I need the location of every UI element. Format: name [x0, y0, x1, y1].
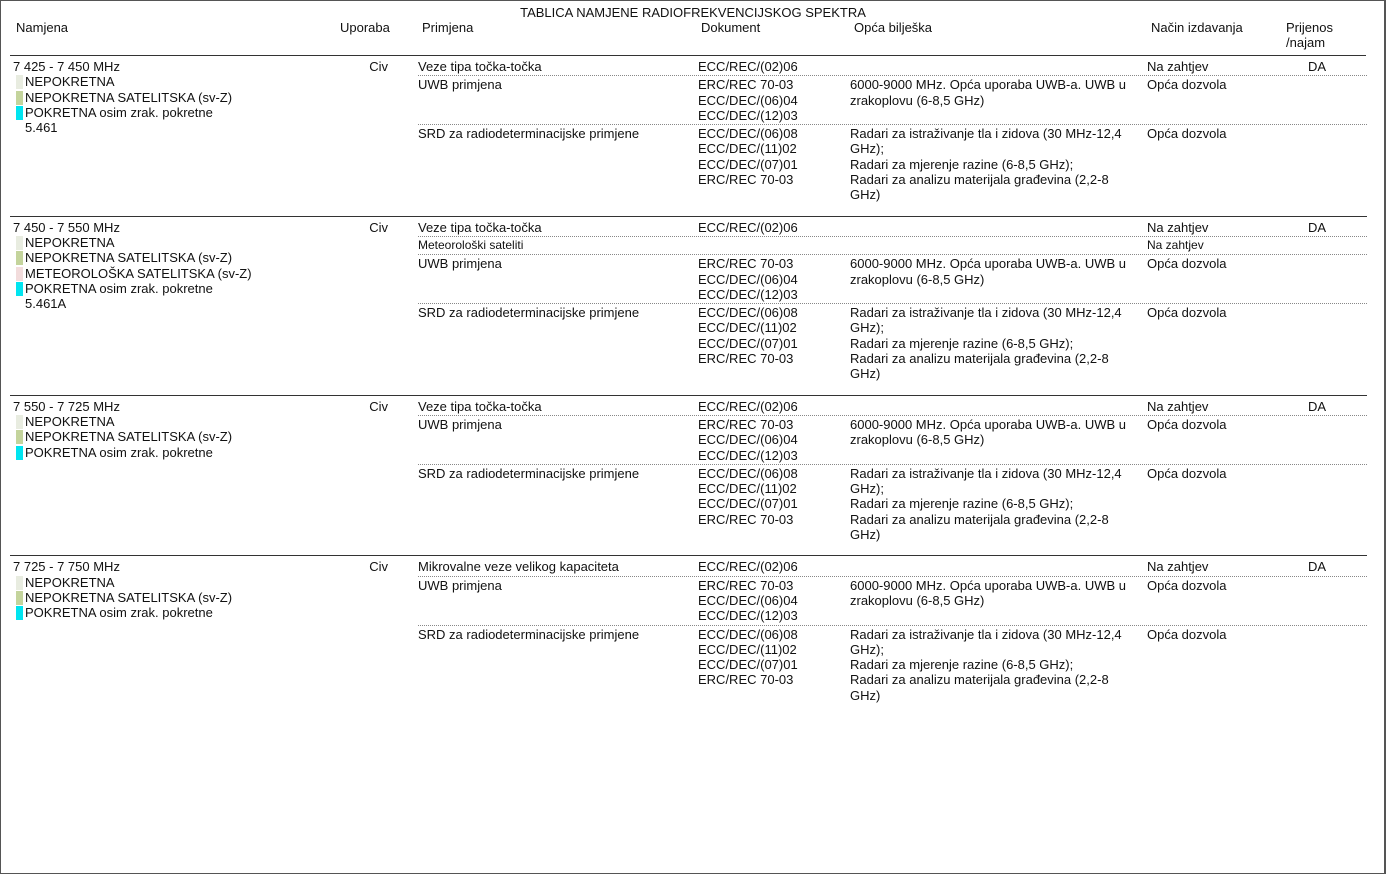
- note-line: 6000-9000 MHz. Opća uporaba UWB-a. UWB u: [850, 577, 1127, 593]
- biljeska-cell: [850, 220, 1147, 235]
- service-item: [13, 235, 343, 250]
- service-color-swatch: [16, 91, 23, 105]
- dokument-cell: [698, 466, 850, 542]
- application-rows: [418, 559, 1367, 704]
- document-ref: ERC/REC 70-03: [698, 511, 794, 527]
- document-ref: ERC/REC 70-03: [698, 416, 794, 432]
- note-line: GHz);: [850, 481, 884, 497]
- note-line: Radari za analizu materijala građevina (2,2-8: [850, 351, 1109, 367]
- primjena-cell: Veze tipa točka-točka: [418, 219, 542, 235]
- note-line: GHz): [850, 687, 881, 703]
- note-line: Radari za analizu materijala građevina (2,2-8: [850, 672, 1109, 688]
- document-ref: ERC/REC 70-03: [698, 172, 794, 188]
- application-row: [418, 256, 1367, 304]
- note-line: GHz): [850, 187, 881, 203]
- prijenos-cell: [1287, 417, 1347, 463]
- service-name: NEPOKRETNA SATELITSKA (sv-Z): [25, 89, 233, 105]
- application-row: [418, 59, 1367, 76]
- application-row: [418, 399, 1367, 416]
- service-color-swatch: [16, 282, 23, 296]
- application-row: [418, 238, 1367, 255]
- service-item: [13, 250, 343, 265]
- primjena-cell: SRD za radiodeterminacijske primjene: [418, 626, 640, 642]
- table-title: TABLICA NAMJENE RADIOFREKVENCIJSKOG SPEKTRA: [520, 5, 866, 20]
- document-ref: ERC/REC 70-03: [698, 77, 794, 93]
- dokument-cell: [698, 399, 850, 414]
- service-color-swatch: [16, 576, 23, 590]
- dokument-cell: [698, 627, 850, 703]
- dokument-cell: [698, 559, 850, 574]
- nacin-cell: Opća dozvola: [1147, 465, 1227, 481]
- primjena-cell: Veze tipa točka-točka: [418, 59, 542, 74]
- service-item: [13, 429, 343, 444]
- document-ref: ECC/REC/(02)06: [698, 59, 798, 74]
- prijenos-cell: [1287, 77, 1347, 123]
- note-line: zrakoplovu (6-8,5 GHz): [850, 92, 985, 108]
- document-ref: ECC/DEC/(11)02: [698, 320, 797, 336]
- application-rows: [418, 399, 1367, 544]
- nacin-cell: Opća dozvola: [1147, 416, 1227, 432]
- application-row: [418, 627, 1367, 704]
- note-line: GHz);: [850, 641, 884, 657]
- application-row: [418, 220, 1367, 237]
- note-line: Radari za mjerenje razine (6-8,5 GHz);: [850, 156, 1074, 172]
- service-name: NEPOKRETNA SATELITSKA (sv-Z): [25, 250, 233, 266]
- document-ref: ECC/REC/(02)06: [698, 398, 798, 414]
- dokument-cell: [698, 578, 850, 624]
- prijenos-cell: [1287, 126, 1347, 202]
- dokument-cell: [698, 256, 850, 302]
- note-line: GHz);: [850, 141, 884, 157]
- note-line: zrakoplovu (6-8,5 GHz): [850, 432, 985, 448]
- biljeska-cell: [850, 256, 1147, 302]
- service-color-swatch: [16, 415, 23, 429]
- primjena-cell: SRD za radiodeterminacijske primjene: [418, 465, 640, 481]
- header-nacin: Način izdavanja: [1151, 20, 1243, 35]
- band-allocation: [13, 559, 343, 620]
- note-line: 6000-9000 MHz. Opća uporaba UWB-a. UWB u: [850, 416, 1127, 432]
- service-item: [13, 105, 343, 120]
- service-item: [13, 575, 343, 590]
- service-color-swatch: [16, 106, 23, 120]
- bands-table: [10, 56, 1367, 716]
- header-prijenos-line2: /najam: [1286, 35, 1326, 51]
- note-line: Radari za analizu materijala građevina (2,2-8: [850, 172, 1109, 188]
- band-range: 7 550 - 7 725 MHz: [13, 398, 120, 414]
- primjena-cell: UWB primjena: [418, 577, 502, 593]
- note-line: Radari za mjerenje razine (6-8,5 GHz);: [850, 496, 1074, 512]
- prijenos-cell: DA: [1307, 559, 1327, 575]
- service-item: [13, 605, 343, 620]
- nacin-cell: Opća dozvola: [1147, 77, 1227, 93]
- note-line: Radari za istraživanje tla i zidova (30 MHz-12,4: [850, 465, 1122, 481]
- primjena-cell: Mikrovalne veze velikog kapaciteta: [418, 559, 619, 575]
- application-row: [418, 417, 1367, 465]
- band-allocation: [13, 399, 343, 460]
- service-name: NEPOKRETNA: [25, 234, 115, 250]
- band-allocation: [13, 220, 343, 312]
- service-color-swatch: [16, 251, 23, 265]
- note-line: zrakoplovu (6-8,5 GHz): [850, 592, 985, 608]
- nacin-cell: Opća dozvola: [1147, 577, 1227, 593]
- document-ref: ECC/DEC/(06)08: [698, 465, 798, 481]
- service-name: POKRETNA osim zrak. pokretne: [25, 605, 213, 621]
- service-name: NEPOKRETNA: [25, 74, 115, 90]
- service-color-swatch: [16, 591, 23, 605]
- service-name: POKRETNA osim zrak. pokretne: [25, 444, 213, 460]
- note-line: Radari za istraživanje tla i zidova (30 MHz-12,4: [850, 626, 1122, 642]
- application-row: [418, 466, 1367, 543]
- note-line: GHz): [850, 366, 881, 382]
- document-ref: ECC/DEC/(06)04: [698, 92, 798, 108]
- frequency-band: [10, 556, 1367, 716]
- service-name: NEPOKRETNA: [25, 413, 115, 429]
- application-row: [418, 559, 1367, 576]
- document-ref: ECC/DEC/(06)08: [698, 305, 798, 321]
- service-name: POKRETNA osim zrak. pokretne: [25, 104, 213, 120]
- nacin-cell: Opća dozvola: [1147, 626, 1227, 642]
- document-ref: ERC/REC 70-03: [698, 351, 794, 367]
- footnote-ref: 5.461: [25, 120, 58, 136]
- prijenos-cell: [1287, 238, 1347, 253]
- note-line: Radari za mjerenje razine (6-8,5 GHz);: [850, 335, 1074, 351]
- nacin-cell: Na zahtjev: [1147, 398, 1209, 414]
- service-name: NEPOKRETNA: [25, 574, 115, 590]
- note-line: GHz): [850, 527, 881, 543]
- document-ref: ECC/DEC/(12)03: [698, 286, 798, 302]
- primjena-cell: UWB primjena: [418, 416, 502, 432]
- primjena-cell: Veze tipa točka-točka: [418, 398, 542, 414]
- band-allocation: [13, 59, 343, 135]
- biljeska-cell: [850, 77, 1147, 123]
- service-item: [13, 266, 343, 281]
- service-name: NEPOKRETNA SATELITSKA (sv-Z): [25, 589, 233, 605]
- biljeska-cell: [850, 627, 1147, 703]
- primjena-cell: UWB primjena: [418, 77, 502, 93]
- application-row: [418, 305, 1367, 382]
- service-name: NEPOKRETNA SATELITSKA (sv-Z): [25, 429, 233, 445]
- note-line: GHz);: [850, 320, 884, 336]
- note-line: 6000-9000 MHz. Opća uporaba UWB-a. UWB u: [850, 77, 1127, 93]
- document-ref: ECC/DEC/(12)03: [698, 107, 798, 123]
- service-name: POKRETNA osim zrak. pokretne: [25, 280, 213, 296]
- document-ref: ECC/DEC/(06)08: [698, 626, 798, 642]
- note-line: 6000-9000 MHz. Opća uporaba UWB-a. UWB u: [850, 256, 1127, 272]
- prijenos-cell: DA: [1307, 398, 1327, 414]
- document-ref: ECC/REC/(02)06: [698, 219, 798, 235]
- frequency-band: [10, 396, 1367, 557]
- nacin-cell: Opća dozvola: [1147, 305, 1227, 321]
- header-dokument: Dokument: [701, 20, 761, 35]
- header-primjena: Primjena: [422, 20, 474, 35]
- band-uporaba: Civ: [369, 559, 388, 575]
- service-item: [13, 445, 343, 460]
- note-line: Radari za analizu materijala građevina (2,2-8: [850, 511, 1109, 527]
- application-row: [418, 77, 1367, 125]
- document-ref: ERC/REC 70-03: [698, 256, 794, 272]
- band-range: 7 725 - 7 750 MHz: [13, 559, 120, 575]
- document-ref: ECC/DEC/(07)01: [698, 657, 798, 673]
- service-item: [13, 590, 343, 605]
- header-biljeska: Opća bilješka: [854, 20, 933, 35]
- primjena-cell: UWB primjena: [418, 256, 502, 272]
- document-ref: ECC/DEC/(06)04: [698, 592, 798, 608]
- band-uporaba: Civ: [369, 219, 388, 235]
- service-item: [13, 90, 343, 105]
- biljeska-cell: [850, 59, 1147, 74]
- band-range: 7 425 - 7 450 MHz: [13, 59, 120, 74]
- band-uporaba: Civ: [369, 398, 388, 414]
- prijenos-cell: [1287, 256, 1347, 302]
- document-ref: ECC/DEC/(06)04: [698, 432, 798, 448]
- biljeska-cell: [850, 578, 1147, 624]
- header-uporaba: Uporaba: [340, 20, 390, 35]
- biljeska-cell: [850, 305, 1147, 381]
- prijenos-cell: DA: [1307, 59, 1327, 74]
- document-ref: ECC/DEC/(11)02: [698, 481, 797, 497]
- service-color-swatch: [16, 606, 23, 620]
- dokument-cell: [698, 238, 850, 253]
- prijenos-cell: [1287, 578, 1347, 624]
- document-ref: ECC/DEC/(11)02: [698, 641, 797, 657]
- note-line: Radari za mjerenje razine (6-8,5 GHz);: [850, 657, 1074, 673]
- biljeska-cell: [850, 126, 1147, 202]
- footnote-ref: 5.461A: [25, 296, 67, 312]
- nacin-cell: Na zahtjev: [1147, 59, 1209, 74]
- service-color-swatch: [16, 446, 23, 460]
- band-uporaba: Civ: [369, 59, 388, 74]
- note-line: zrakoplovu (6-8,5 GHz): [850, 271, 985, 287]
- nacin-cell: Na zahtjev: [1147, 237, 1204, 252]
- nacin-cell: Opća dozvola: [1147, 256, 1227, 272]
- note-line: Radari za istraživanje tla i zidova (30 MHz-12,4: [850, 305, 1122, 321]
- dokument-cell: [698, 417, 850, 463]
- service-color-swatch: [16, 430, 23, 444]
- document-ref: ECC/DEC/(06)08: [698, 126, 798, 142]
- prijenos-cell: [1287, 305, 1347, 381]
- nacin-cell: Na zahtjev: [1147, 219, 1209, 235]
- biljeska-cell: [850, 238, 1147, 253]
- application-rows: [418, 220, 1367, 383]
- dokument-cell: [698, 126, 850, 202]
- service-item: [13, 414, 343, 429]
- service-color-swatch: [16, 236, 23, 250]
- primjena-cell: SRD za radiodeterminacijske primjene: [418, 126, 640, 142]
- application-row: [418, 126, 1367, 203]
- service-item: [13, 74, 343, 89]
- header-prijenos-line1: Prijenos: [1286, 20, 1333, 35]
- document-ref: ERC/REC 70-03: [698, 577, 794, 593]
- service-color-swatch: [16, 75, 23, 89]
- nacin-cell: Na zahtjev: [1147, 559, 1209, 575]
- service-name: METEOROLOŠKA SATELITSKA (sv-Z): [25, 265, 252, 281]
- document-ref: ECC/REC/(02)06: [698, 559, 798, 575]
- band-range: 7 450 - 7 550 MHz: [13, 219, 120, 235]
- biljeska-cell: [850, 399, 1147, 414]
- biljeska-cell: [850, 466, 1147, 542]
- document-ref: ECC/DEC/(11)02: [698, 141, 797, 157]
- application-row: [418, 578, 1367, 626]
- dokument-cell: [698, 305, 850, 381]
- primjena-cell: Meteorološki sateliti: [418, 237, 524, 252]
- document-ref: ECC/DEC/(06)04: [698, 271, 798, 287]
- document-ref: ECC/DEC/(07)01: [698, 496, 798, 512]
- service-color-swatch: [16, 267, 23, 281]
- document-ref: ECC/DEC/(12)03: [698, 608, 798, 624]
- dokument-cell: [698, 59, 850, 74]
- primjena-cell: SRD za radiodeterminacijske primjene: [418, 305, 640, 321]
- biljeska-cell: [850, 559, 1147, 574]
- document-ref: ECC/DEC/(12)03: [698, 447, 798, 463]
- service-item: [13, 281, 343, 296]
- prijenos-cell: [1287, 627, 1347, 703]
- nacin-cell: Opća dozvola: [1147, 126, 1227, 142]
- dokument-cell: [698, 220, 850, 235]
- header-prijenos: [1286, 20, 1333, 51]
- frequency-band: [10, 217, 1367, 396]
- biljeska-cell: [850, 417, 1147, 463]
- header-namjena: Namjena: [16, 20, 69, 35]
- document-ref: ECC/DEC/(07)01: [698, 335, 798, 351]
- frequency-band: [10, 56, 1367, 217]
- application-rows: [418, 59, 1367, 204]
- prijenos-cell: DA: [1307, 219, 1327, 235]
- note-line: Radari za istraživanje tla i zidova (30 MHz-12,4: [850, 126, 1122, 142]
- prijenos-cell: [1287, 466, 1347, 542]
- document-ref: ECC/DEC/(07)01: [698, 156, 798, 172]
- document-ref: ERC/REC 70-03: [698, 672, 794, 688]
- dokument-cell: [698, 77, 850, 123]
